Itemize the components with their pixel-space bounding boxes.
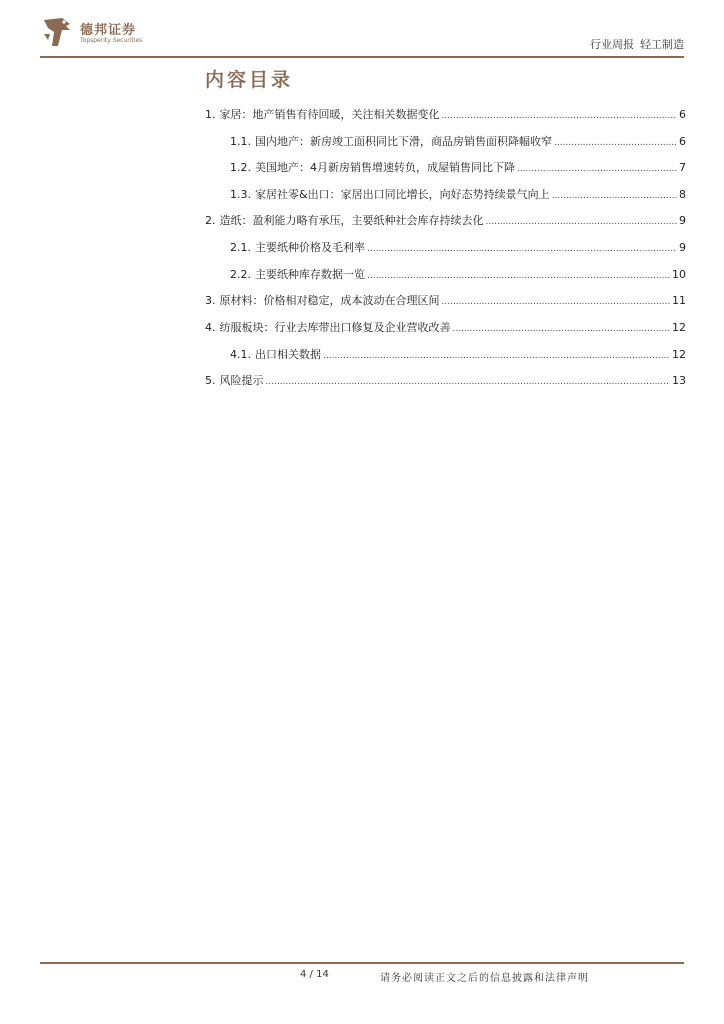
toc-entry-text: 主要纸种价格及毛利率 [255,241,365,254]
footer-divider [40,962,684,964]
toc-entry-page: 8 [679,188,686,201]
toc-entry-text: 出口相关数据 [255,348,321,361]
toc-dot-leader [486,214,678,230]
toc-dot-leader [517,161,677,177]
toc-entry-number: 3. [205,294,216,307]
toc-entry-text: 家居社零&出口：家居出口同比增长，向好态势持续景气向上 [255,188,550,201]
toc-entry-text: 造纸：盈利能力略有承压，主要纸种社会库存持续去化 [219,214,484,227]
toc-entry-4-1[interactable] [230,347,686,363]
toc-entry-2[interactable] [205,213,686,229]
company-name-cn: 德邦证券 [80,23,137,38]
toc-dot-leader [554,135,677,151]
page-indicator: 4 / 14 [300,969,329,980]
toc-entry-2-2[interactable] [230,267,686,283]
toc-entry-text: 风险提示 [219,374,264,387]
toc-entry-text: 主要纸种库存数据一览 [255,268,365,281]
toc-entry-text: 原材料：价格相对稳定，成本波动在合理区间 [219,294,440,307]
disclaimer-note: 请务必阅读正文之后的信息披露和法律声明 [380,973,589,984]
toc-dot-leader [266,374,671,390]
toc-entry-page: 6 [679,135,686,148]
toc-entry-text: 家居：地产销售有待回暖，关注相关数据变化 [219,108,440,121]
toc-entry-number: 2. [205,214,216,227]
toc-entry-5[interactable] [205,373,686,389]
toc-entry-page: 9 [679,241,686,254]
toc-entry-page: 6 [679,108,686,121]
toc-entry-text: 国内地产：新房竣工面积同比下滑，商品房销售面积降幅收窄 [255,135,552,148]
industry-name: 轻工制造 [640,38,684,51]
toc-entry-number: 1.3. [230,188,251,201]
toc-entry-page: 7 [679,161,686,174]
toc-entry-number: 2.2. [230,268,251,281]
toc-entry-text: 纺服板块：行业去库带出口修复及企业营收改善 [219,321,451,334]
toc-dot-leader [552,188,677,204]
toc-entry-number: 4.1. [230,348,251,361]
toc-dot-leader [323,348,670,364]
toc-entry-number: 1.1. [230,135,251,148]
toc-entry-2-1[interactable] [230,240,686,256]
toc-entry-1[interactable] [205,107,686,123]
toc-entry-text: 美国地产：4月新房销售增速转负，成屋销售同比下降 [255,161,515,174]
toc-entry-page: 11 [672,294,686,307]
toc-dot-leader [442,294,671,310]
toc-entry-1-3[interactable] [230,187,686,203]
toc-dot-leader [367,268,670,284]
toc-entry-page: 9 [679,214,686,227]
toc-entry-page: 12 [672,348,686,361]
toc-entry-page: 12 [672,321,686,334]
toc-title: 内容目录 [205,69,294,91]
toc-entry-number: 1.2. [230,161,251,174]
toc-entry-1-2[interactable] [230,160,686,176]
toc-dot-leader [453,321,671,337]
company-name-en: Topsperity Securities [80,37,143,44]
toc-entry-number: 4. [205,321,216,334]
toc-entry-page: 10 [672,268,686,281]
toc-entry-page: 13 [672,374,686,387]
toc-entry-number: 5. [205,374,216,387]
toc-entry-4[interactable] [205,320,686,336]
toc-entry-3[interactable] [205,293,686,309]
toc-entry-number: 1. [205,108,216,121]
toc-dot-leader [367,241,677,257]
toc-entry-1-1[interactable] [230,134,686,150]
toc-entry-number: 2.1. [230,241,251,254]
report-type: 行业周报 [590,38,634,51]
toc-dot-leader [442,108,678,124]
